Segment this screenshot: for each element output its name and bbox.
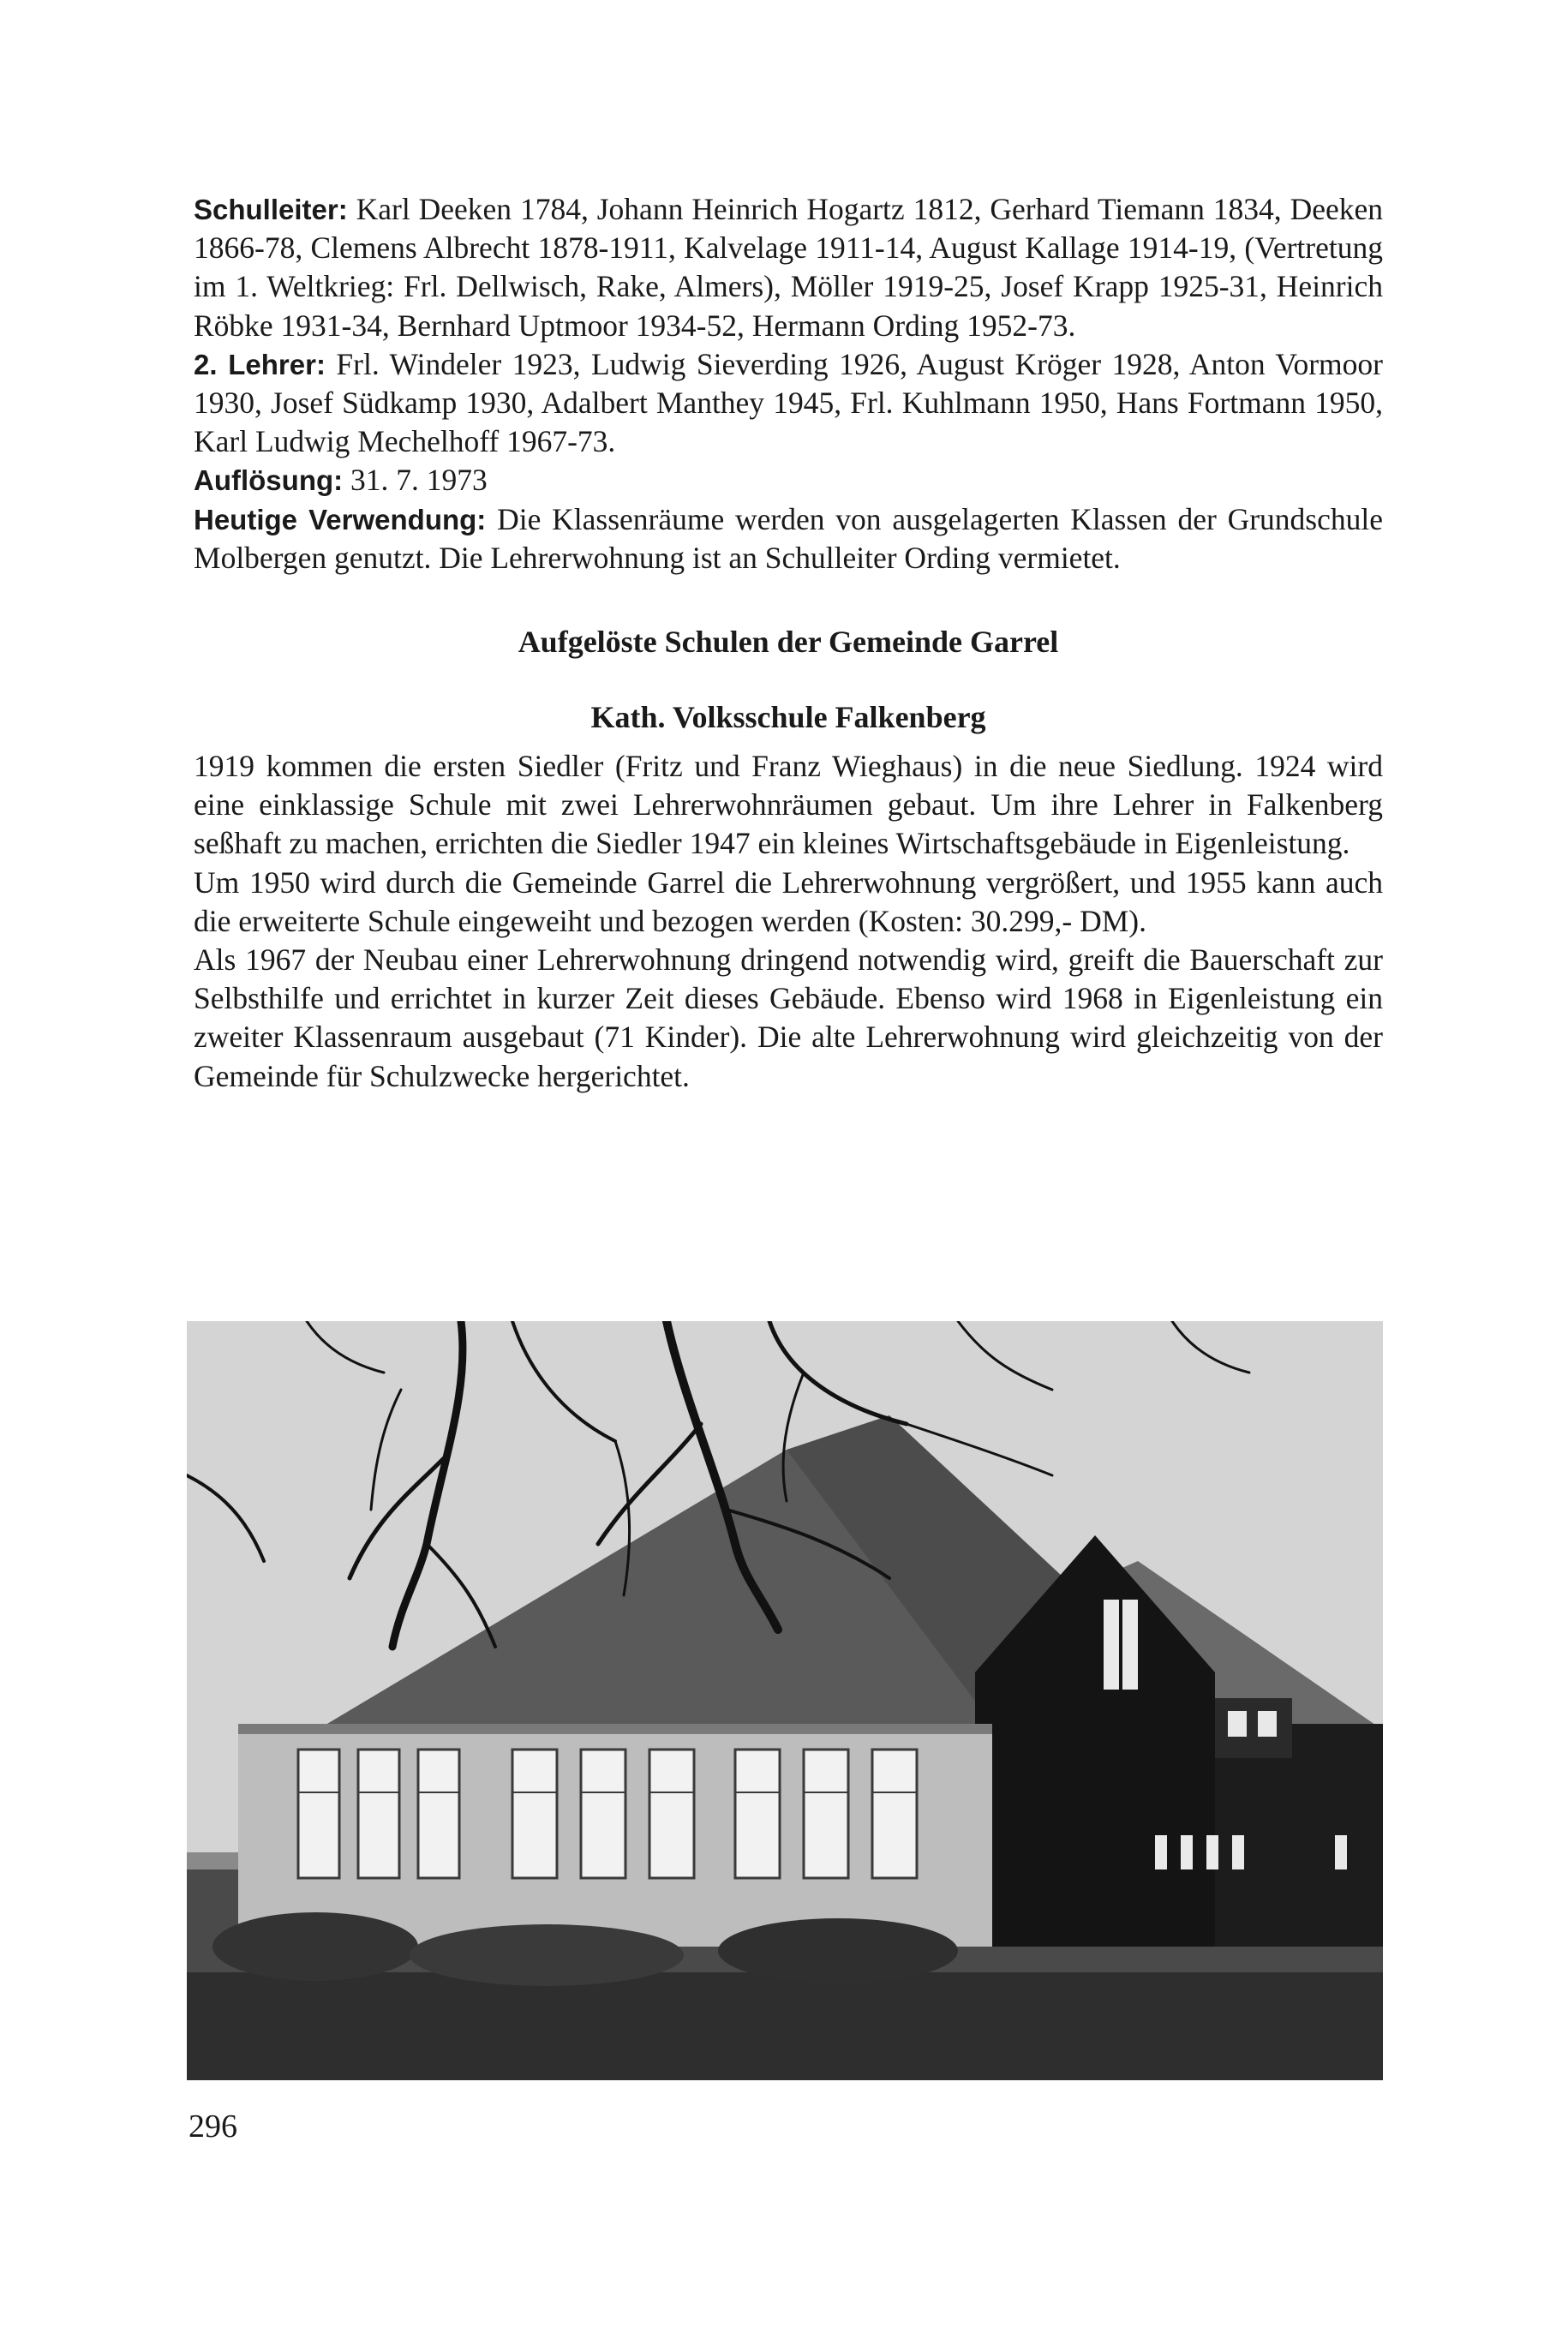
body-paragraph-3: Als 1967 der Neubau einer Lehrerwohnung dringend notwendig wird, greift die Bauerschaft zur Selbsthilfe und errichtet in kurzer Zeit dieses Gebäude. Ebenso wird 1968 in Eigenleistung ein zweiter Klassenraum ausgebaut (71 Kinder). Die alte Lehrerwohnung wird gleichzeitig von der Gemeinde für Schulzwecke hergerichtet. bbox=[194, 942, 1383, 1093]
schulleiter-paragraph bbox=[194, 190, 1383, 345]
school-heading: Kath. Volksschule Falkenberg bbox=[590, 700, 986, 735]
verwendung-paragraph bbox=[194, 500, 1383, 577]
page-content bbox=[194, 190, 1383, 1096]
schulleiter-label: Schulleiter: bbox=[194, 194, 348, 225]
aufloesung-label: Auflösung: bbox=[194, 464, 344, 497]
body-paragraph-2: Um 1950 wird durch die Gemeinde Garrel die Lehrerwohnung vergrößert, und 1955 kann auch die erweiterte Schule eingeweiht und bezogen werden (Kosten: 30.299,- DM). bbox=[194, 864, 1383, 938]
lehrer-paragraph bbox=[194, 345, 1383, 462]
verwendung-label: Heutige Verwendung: bbox=[194, 503, 487, 535]
verwendung-text: Die Klassenräume werden von ausgelagerten Klassen der Grundschule Molbergen genutzt. Die Lehrerwohnung ist an Schulleiter Ording vermietet. bbox=[194, 501, 1383, 575]
page-number: 296 bbox=[189, 2109, 237, 2145]
aufloesung-paragraph bbox=[194, 461, 1383, 499]
aufloesung-text: 31. 7. 1973 bbox=[343, 463, 488, 498]
schulleiter-text: Karl Deeken 1784, Johann Heinrich Hogartz 1812, Gerhard Tiemann 1834, Deeken 1866-78, Clemens Albrecht 1878-1911, Kalvelage 1911-14, August Kallage 1914-19, (Vertretung im 1. Weltkrieg: Frl. Dellwisch, Rake, Almers), Möller 1919-25, Josef Krapp 1925-31, Heinrich Röbke 1931-34, Bernhard Uptmoor 1934-52, Hermann Ording 1952-73. bbox=[194, 192, 1383, 343]
body-paragraph-1: 1919 kommen die ersten Siedler (Fritz und Franz Wieghaus) in die neue Siedlung. 1924 wird eine einklassige Schule mit zwei Lehrerwohnräumen gebaut. Um ihre Lehrer in Falkenberg seßhaft zu machen, errichten die Siedler 1947 ein kleines Wirtschaftsgebäude in Eigenleistung. bbox=[194, 749, 1383, 861]
photo-illustration bbox=[187, 1321, 1383, 2080]
lehrer-label: 2. Lehrer: bbox=[194, 348, 326, 380]
section-heading: Aufgelöste Schulen der Gemeinde Garrel bbox=[518, 625, 1059, 660]
lehrer-text: Frl. Windeler 1923, Ludwig Sieverding 1926, August Kröger 1928, Anton Vormoor 1930, Josef Südkamp 1930, Adalbert Manthey 1945, Frl. Kuhlmann 1950, Hans Fortmann 1950, Karl Ludwig Mechelhoff 1967-73. bbox=[194, 346, 1383, 459]
school-building-photo bbox=[187, 1321, 1383, 2080]
